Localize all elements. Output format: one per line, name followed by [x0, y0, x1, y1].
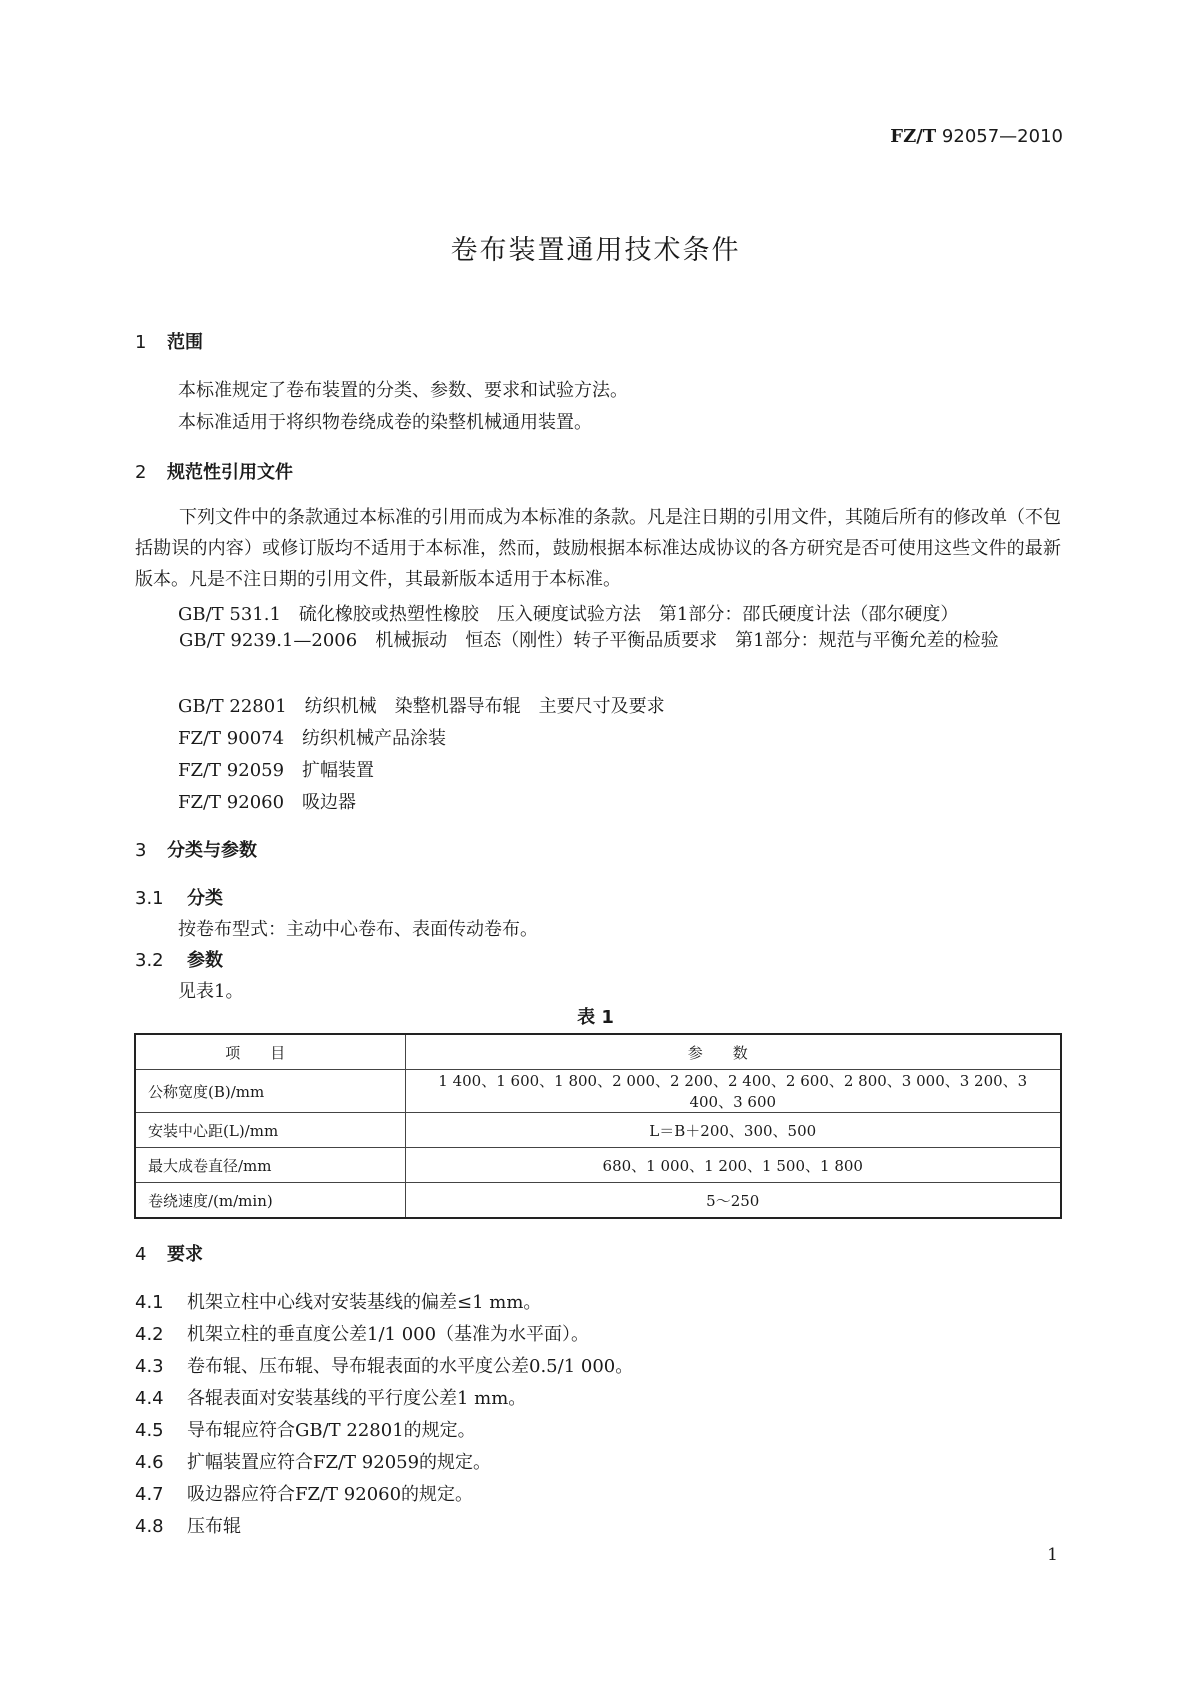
- table-cell-label: 最大成卷直径/mm: [135, 1148, 405, 1183]
- parameters-table: [134, 1033, 1062, 1219]
- table-cell-label: 卷绕速度/(m/min): [135, 1183, 405, 1219]
- table-cell-value: 5～250: [405, 1183, 1061, 1219]
- table-row: [135, 1070, 1061, 1113]
- requirement-item: 4.3 卷布辊、压布辊、导布辊表面的水平度公差0.5/1 000。: [135, 1356, 634, 1377]
- table-cell-value: 1 400、1 600、1 800、2 000、2 200、2 400、2 600、2 800、3 000、3 200、3 400、3 600: [405, 1070, 1061, 1113]
- ref-gb-t-22801: GB/T 22801 纺织机械 染整机器导布辊 主要尺寸及要求: [178, 696, 665, 717]
- section-3-heading: 3 分类与参数: [135, 840, 257, 861]
- requirement-item: 4.6 扩幅装置应符合FZ/T 92059的规定。: [135, 1452, 492, 1473]
- requirement-item: 4.2 机架立柱的垂直度公差1/1 000（基准为水平面）。: [135, 1324, 590, 1345]
- table-row: [135, 1113, 1061, 1148]
- ref-gb-t-9239-1: GB/T 9239.1—2006 机械振动 恒态（刚性）转子平衡品质要求 第1部分：规范与平衡允差的检验: [179, 630, 999, 651]
- ref-gb-t-531-1: GB/T 531.1 硫化橡胶或热塑性橡胶 压入硬度试验方法 第1部分：邵氏硬度计法（邵尔硬度）: [178, 604, 959, 625]
- table-header-item: 项目: [135, 1034, 405, 1070]
- table-header-row: [135, 1034, 1061, 1070]
- requirement-item: 4.1 机架立柱中心线对安装基线的偏差≤1 mm。: [135, 1292, 542, 1313]
- requirement-item: 4.8 压布辊: [135, 1516, 241, 1537]
- section-4-heading: 4 要求: [135, 1244, 203, 1265]
- table-row: [135, 1148, 1061, 1183]
- section-2-intro: 下列文件中的条款通过本标准的引用而成为本标准的条款。凡是注日期的引用文件，其随后所有的修改单（不包括勘误的内容）或修订版均不适用于本标准，然而，鼓励根据本标准达成协议的各方研究是否可使用这些文件的最新版本。凡是不注日期的引用文件，其最新版本适用于本标准。: [135, 507, 1061, 590]
- table-caption: 表 1: [577, 1007, 614, 1028]
- table-cell-value: L＝B＋200、300、500: [405, 1113, 1061, 1148]
- section-3-2-text: 见表1。: [178, 981, 244, 1002]
- table-cell-value: 680、1 000、1 200、1 500、1 800: [405, 1148, 1061, 1183]
- section-3-2-heading: 3.2 参数: [135, 950, 223, 971]
- table-cell-label: 安装中心距(L)/mm: [135, 1113, 405, 1148]
- requirement-item: 4.5 导布辊应符合GB/T 22801的规定。: [135, 1420, 476, 1441]
- table-row: [135, 1183, 1061, 1219]
- ref-fz-t-92060: FZ/T 92060 吸边器: [178, 792, 357, 813]
- document-title: 卷布装置通用技术条件: [450, 235, 741, 266]
- section-3-1-heading: 3.1 分类: [135, 888, 223, 909]
- section-1-para-1: 本标准规定了卷布装置的分类、参数、要求和试验方法。: [178, 380, 628, 401]
- table-header-param: 参数: [405, 1034, 1061, 1070]
- table-cell-label: 公称宽度(B)/mm: [135, 1070, 405, 1113]
- ref-fz-t-90074: FZ/T 90074 纺织机械产品涂装: [178, 728, 447, 749]
- section-1-heading: 1 范围: [135, 332, 203, 353]
- section-2-heading: 2 规范性引用文件: [135, 462, 293, 483]
- requirement-item: 4.7 吸边器应符合FZ/T 92060的规定。: [135, 1484, 474, 1505]
- ref-fz-t-92059: FZ/T 92059 扩幅装置: [178, 760, 375, 781]
- page-number: 1: [1047, 1545, 1058, 1565]
- section-1-para-2: 本标准适用于将织物卷绕成卷的染整机械通用装置。: [178, 412, 592, 433]
- requirement-item: 4.4 各辊表面对安装基线的平行度公差1 mm。: [135, 1388, 527, 1409]
- section-3-1-text: 按卷布型式：主动中心卷布、表面传动卷布。: [178, 919, 538, 940]
- standard-code: FZ/T 92057—2010: [890, 126, 1063, 147]
